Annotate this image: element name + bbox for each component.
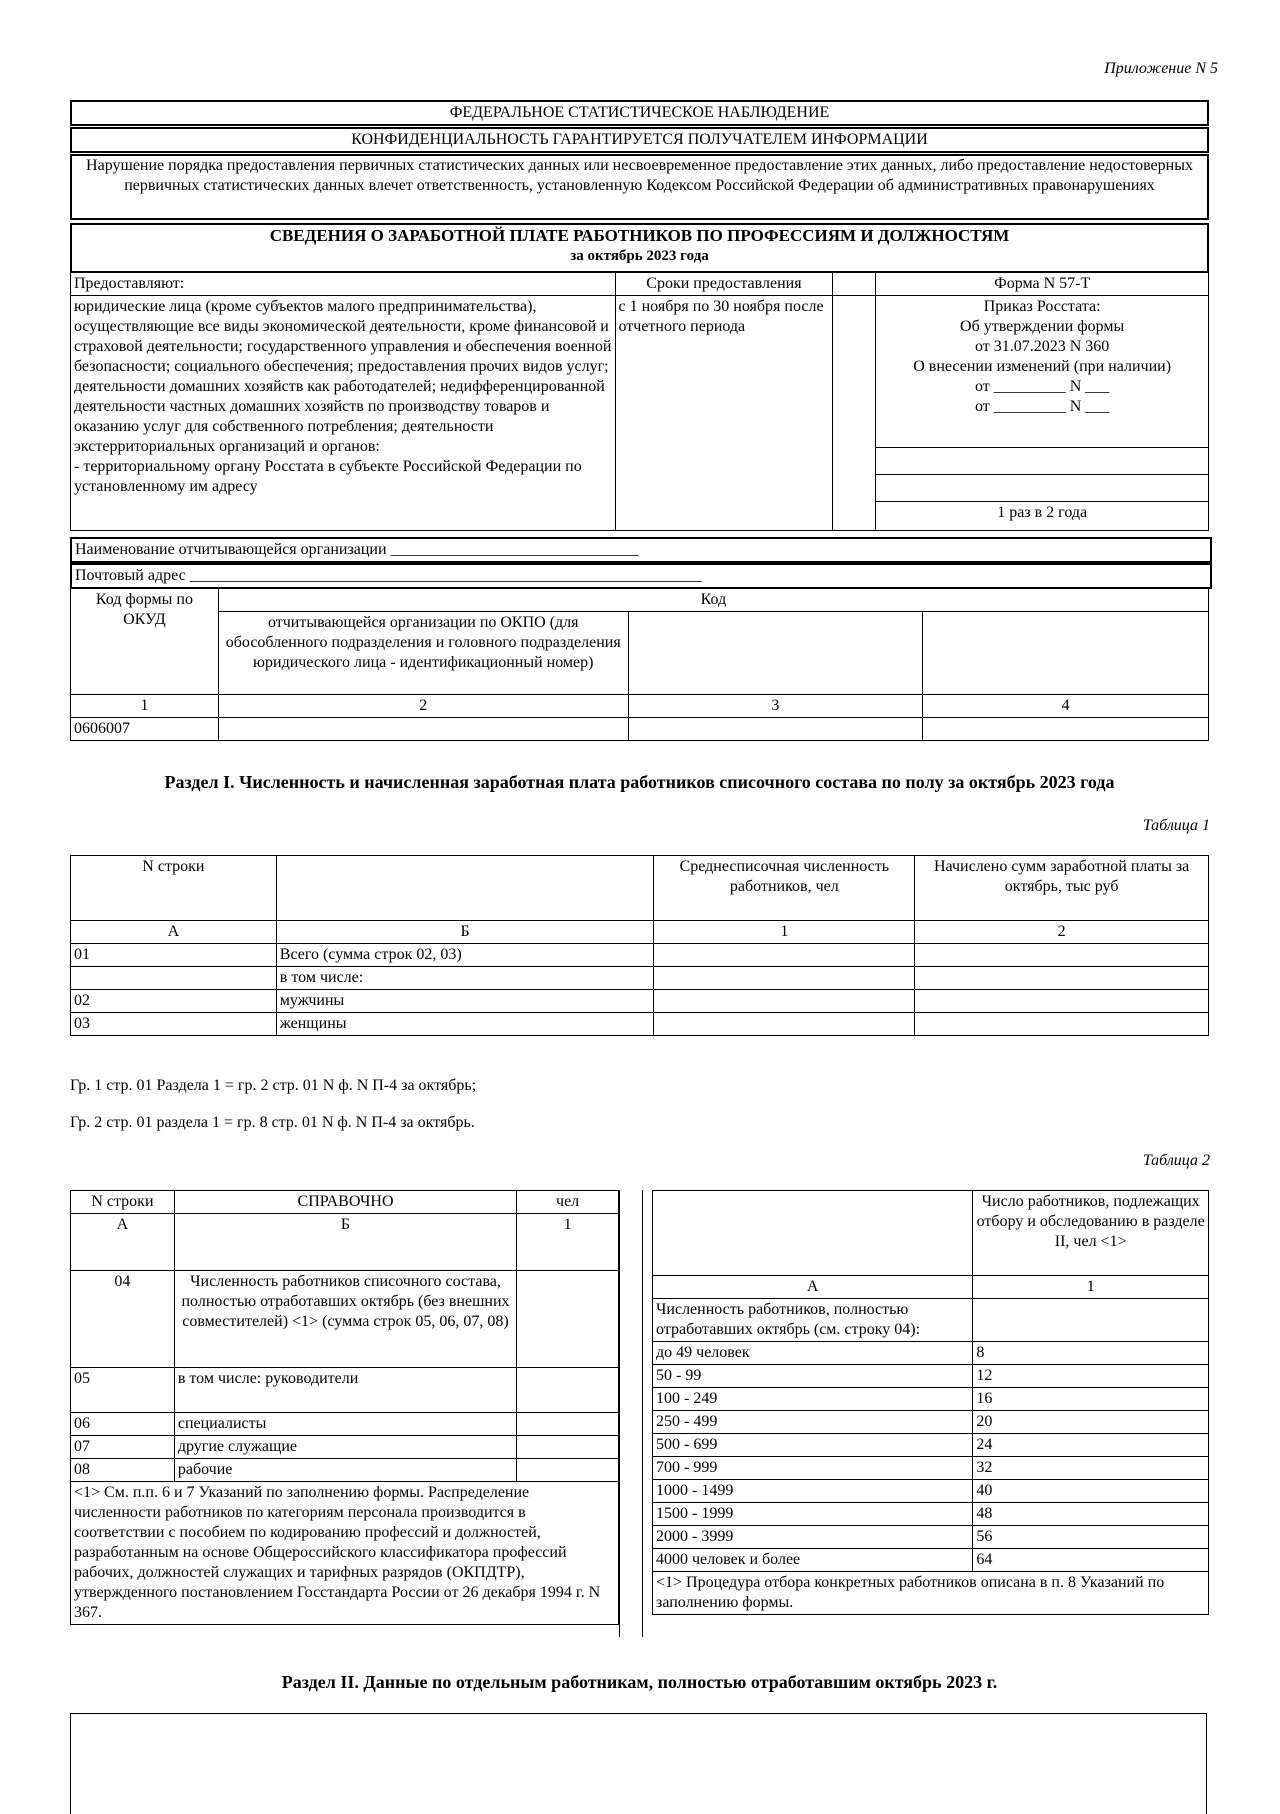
size-value: 24 [973,1434,1209,1457]
okpo-header: отчитывающейся организации по ОКПО (для обособленного подразделения и головного подразделения юридического лица - идентификационный номер) [218,612,628,695]
col-number: 2 [218,695,628,718]
t1-letter: А [71,921,277,944]
t2-head-unit: чел [517,1191,619,1214]
violation-notice: Нарушение порядка предоставления первичных статистических данных или несвоевременное предоставление этих данных, либо предоставление недостоверных первичных статистических данных влечет ответственность, установленную Кодексом Российской Федерации об административных правонарушениях [70,154,1209,220]
providers-cell [71,296,616,531]
row-number: 01 [71,944,277,967]
section2-title: Раздел II. Данные по отдельным работникам, полностью отработавшим октябрь 2023 г. [281,1672,998,1692]
confidentiality-header: КОНФИДЕНЦИАЛЬНОСТЬ ГАРАНТИРУЕТСЯ ПОЛУЧАТЕЛЕМ ИНФОРМАЦИИ [70,127,1209,153]
deadlines-header: Сроки предоставления [615,273,833,296]
t1-row [71,1013,1209,1036]
t2r-head: Число работников, подлежащих отбору и обследованию в разделе II, чел <1> [973,1191,1209,1276]
row-number: 02 [71,990,277,1013]
size-value: 12 [973,1365,1209,1388]
t2-head-ref: СПРАВОЧНО [174,1191,516,1214]
table1-label: Таблица 1 [1142,817,1210,834]
providers-text-2: - территориальному органу Росстата в субъекте Российской Федерации по установленному им адресу [74,458,582,495]
size-range: 1000 - 1499 [653,1480,973,1503]
row-number: 03 [71,1013,277,1036]
input-cell[interactable] [517,1271,619,1368]
row-name: Всего (сумма строк 02, 03) [276,944,654,967]
table2-spacer [619,1190,643,1637]
codes-table [70,588,1209,741]
order-line: Об утверждении формы [960,318,1125,335]
t2r-letter: А [653,1276,973,1299]
input-cell[interactable] [654,990,915,1013]
row-name: другие служащие [174,1436,516,1459]
t1-row [71,990,1209,1013]
row-number: 07 [71,1436,175,1459]
okud-value: 0606007 [71,718,219,741]
input-cell[interactable] [654,967,915,990]
t2r-footnote: <1> Процедура отбора конкретных работников описана в п. 8 Указаний по заполнению формы. [653,1572,1209,1615]
input-cell[interactable] [915,944,1209,967]
order-line: от _________ N ___ [974,378,1110,395]
okud-header: Код формы по ОКУД [71,589,219,695]
row-number: 08 [71,1459,175,1482]
code-col3-header [628,612,923,695]
t1-head-row: N строки [71,856,277,921]
form-number: Форма N 57-Т [876,273,1209,296]
size-value: 20 [973,1411,1209,1434]
form-title: СВЕДЕНИЯ О ЗАРАБОТНОЙ ПЛАТЕ РАБОТНИКОВ ПО ПРОФЕССИЯМ И ДОЛЖНОСТЯМ [269,226,1010,245]
section2-table [70,1713,1207,1814]
order-cell [876,296,1209,448]
size-value: 64 [973,1549,1209,1572]
table2-label: Таблица 2 [1142,1152,1210,1169]
table2-left [70,1190,619,1625]
t1-row [71,967,1209,990]
input-cell[interactable] [517,1459,619,1482]
size-range: 1500 - 1999 [653,1503,973,1526]
form-period: за октябрь 2023 года [570,248,709,264]
size-value: 16 [973,1388,1209,1411]
code-col4-input[interactable] [923,718,1209,741]
row-number [71,967,277,990]
row-name: Численность работников списочного состава, полностью отработавших октябрь (без внешних совместителей) <1> (сумма строк 05, 06, 07, 08) [174,1271,516,1368]
t2-letter: А [71,1214,175,1271]
row-name: в том числе: [276,967,654,990]
input-cell[interactable] [517,1368,619,1413]
input-cell[interactable] [915,967,1209,990]
size-value: 40 [973,1480,1209,1503]
postal-address-field[interactable]: Почтовый адрес ________________________________________________________________ [70,563,1212,589]
col-number: 1 [71,695,219,718]
t2r-title: Численность работников, полностью отработавших октябрь (см. строку 04): [653,1299,973,1342]
input-cell[interactable] [915,1013,1209,1036]
deadlines-text: с 1 ноября по 30 ноября после отчетного периода [615,296,833,531]
order-line: О внесении изменений (при наличии) [913,358,1172,375]
table1 [70,855,1209,1036]
size-range: 4000 человек и более [653,1549,973,1572]
blank-row [876,447,1209,474]
row-name: рабочие [174,1459,516,1482]
t2r-letter: 1 [973,1276,1209,1299]
t1-head-avg: Среднесписочная численность работников, чел [654,856,915,921]
t2-head-row: N строки [71,1191,175,1214]
size-range: 250 - 499 [653,1411,973,1434]
input-cell[interactable] [915,990,1209,1013]
col-number: 3 [628,695,923,718]
col-number: 4 [923,695,1209,718]
size-range: до 49 человек [653,1342,973,1365]
code-col4-header [923,612,1209,695]
row-number: 06 [71,1413,175,1436]
org-name-field[interactable]: Наименование отчитывающейся организации _______________________________ [70,537,1212,563]
input-cell[interactable] [517,1436,619,1459]
providers-header: Предоставляют: [71,273,616,296]
order-line: Приказ Росстата: [983,298,1101,315]
row-number: 04 [71,1271,175,1368]
size-value: 56 [973,1526,1209,1549]
order-line: от 31.07.2023 N 360 [974,338,1110,355]
input-cell[interactable] [517,1413,619,1436]
t1-row [71,944,1209,967]
t1-letter: 2 [915,921,1209,944]
size-range: 700 - 999 [653,1457,973,1480]
input-cell[interactable] [654,1013,915,1036]
order-line: от _________ N ___ [974,398,1110,415]
t2-footnote: <1> См. п.п. 6 и 7 Указаний по заполнению формы. Распределение численности работников по категориям персонала производится в соответствии с пособием по кодированию профессий и должностей, разработанным на основе Общероссийского классификатора профессий рабочих, должностей служащих и тарифных разрядов (ОКПДТР), утвержденного постановлением Госстандарта России от 26 декабря 1994 г. N 367. [71,1482,619,1625]
t1-head-pay: Начислено сумм заработной платы за октябрь, тыс руб [915,856,1209,921]
size-range: 100 - 249 [653,1388,973,1411]
size-value: 8 [973,1342,1209,1365]
table2-right [652,1190,1209,1615]
size-value: 48 [973,1503,1209,1526]
row-name: в том числе: руководители [174,1368,516,1413]
blank-row [876,474,1209,501]
okpo-input[interactable] [218,718,628,741]
appendix-label: Приложение N 5 [1104,60,1218,77]
t1-letter: 1 [654,921,915,944]
section1-note-1: Гр. 1 стр. 01 Раздела 1 = гр. 2 стр. 01 N ф. N П-4 за октябрь; [70,1077,477,1094]
size-range: 500 - 699 [653,1434,973,1457]
code-header: Код [218,589,1208,612]
size-value: 32 [973,1457,1209,1480]
t2-letter: Б [174,1214,516,1271]
row-name: женщины [276,1013,654,1036]
section1-note-2: Гр. 2 стр. 01 раздела 1 = гр. 8 стр. 01 N ф. N П-4 за октябрь. [70,1114,475,1131]
t1-letter: Б [276,921,654,944]
row-number: 05 [71,1368,175,1413]
input-cell[interactable] [654,944,915,967]
row-name: мужчины [276,990,654,1013]
row-name: специалисты [174,1413,516,1436]
section1-title: Раздел I. Численность и начисленная заработная плата работников списочного состава по полу за октябрь 2023 года [164,772,1115,792]
frequency: 1 раз в 2 года [876,501,1209,530]
t2-letter: 1 [517,1214,619,1271]
size-range: 2000 - 3999 [653,1526,973,1549]
submission-table [70,272,1209,531]
observation-header: ФЕДЕРАЛЬНОЕ СТАТИСТИЧЕСКОЕ НАБЛЮДЕНИЕ [70,100,1209,126]
size-range: 50 - 99 [653,1365,973,1388]
providers-text: юридические лица (кроме субъектов малого предпринимательства), осуществляющие все виды экономической деятельности, кроме финансовой и страховой деятельности; государственного управления и обеспечения военной безопасности; социального обеспечения; предоставления прочих видов услуг; деятельности домашних хозяйств как работодателей; недифференцированной деятельности частных домашних хозяйств по производству товаров и оказанию услуг для собственного потребления; деятельности экстерриториальных организаций и органов: [74,298,612,455]
code-col3-input[interactable] [628,718,923,741]
form-title-block [70,223,1209,273]
